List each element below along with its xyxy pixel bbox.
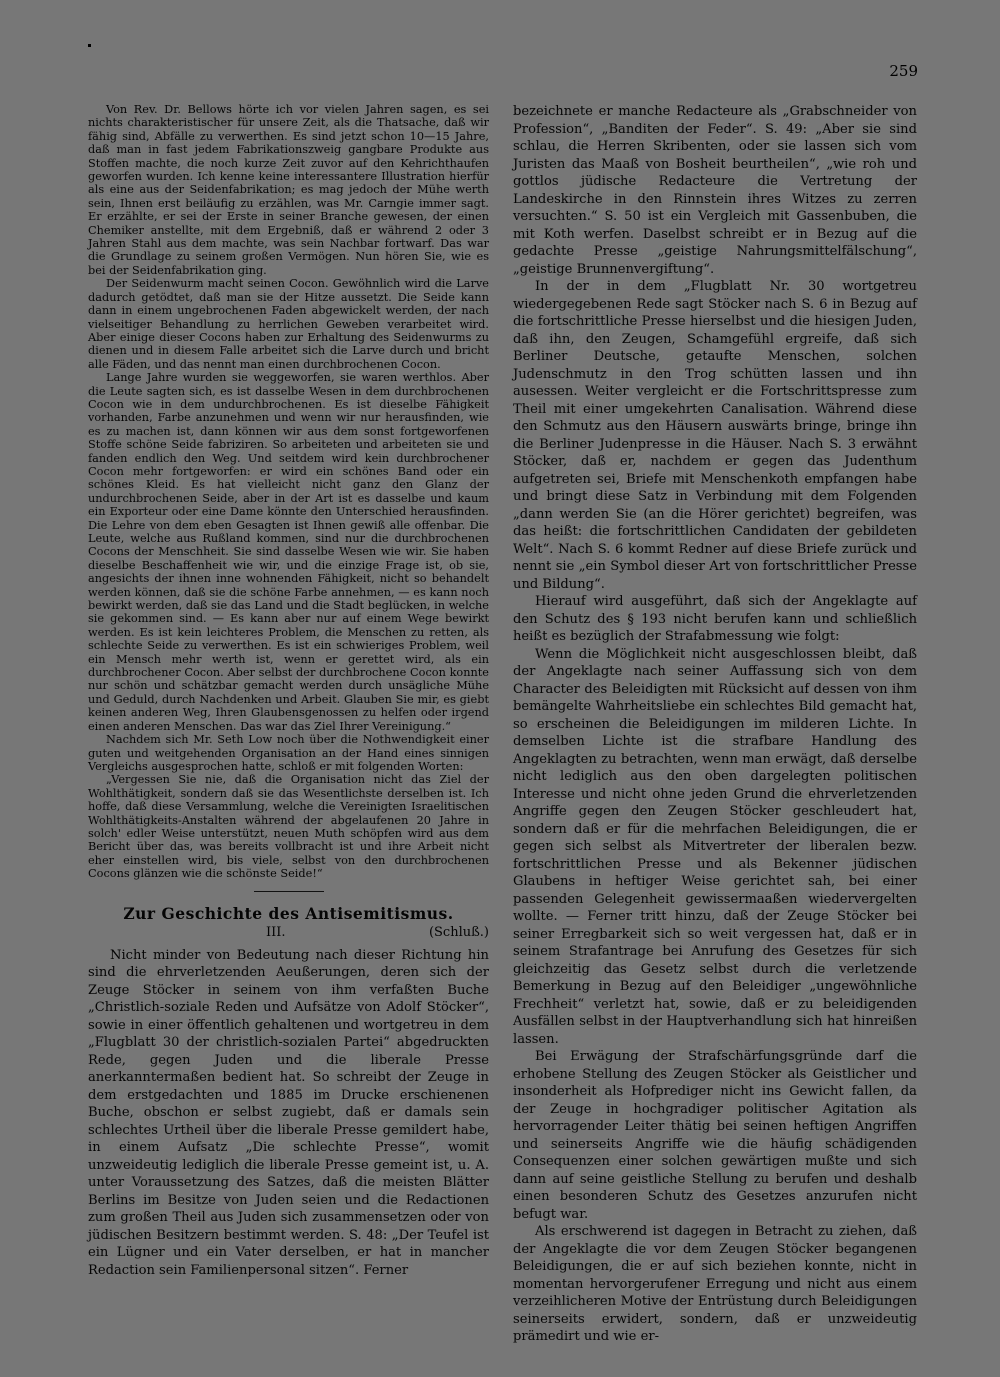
paragraph: Als erschwerend ist dagegen in Betracht zu ziehen, daß der Angeklagte die vor dem Zeugen Stöcker begangenen Beleidigungen, die er auf sich beziehen konnte, nicht in momentan hervorgerufener Erregung und nicht aus einem verzeihlicheren Motive der Entrüstung durch Beleidigungen seinerseits erwidert, sondern, daß er unzweideutig prämedirt und wie er- xyxy=(513,1224,917,1344)
paragraph: Bei Erwägung der Strafschärfungsgründe darf die erhobene Stellung des Zeugen Stöcker als Geistlicher und insonderheit als Hofprediger nicht ins Gewicht fallen, da der Zeuge in hochgradiger politischer Agitation als hervorragender Leiter thätig bei seinen heftigen Angriffen und seinerseits Angriffe wie die häufig schädigenden Consequenzen einer solchen gewärtigen mußte und sich dann auf seine geistliche Stellung zu berufen und deshalb einen besonderen Schutz des Gesetzes anzurufen nicht befugt war. xyxy=(513,1049,917,1222)
left-column xyxy=(88,103,489,1279)
paragraph: bezeichnete er manche Redacteure als „Grabschneider von Profession“, „Banditen der Feder“. S. 49: „Aber sie sind schlau, die Herren Skribenten, oder sie lassen sich vom Juristen das Maaß von Bosheit beurtheilen“, „wie roh und gottlos jüdische Redacteure die Vertretung der Landeskirche in den Rinnstein ihres Witzes zu zerren versuchten.“ S. 50 ist ein Vergleich mit Gassenbuben, die mit Koth werfen. Daselbst schreibt er in Bezug auf die gedachte Presse „geistige Nahrungsmittelfälschung“, „geistige Brunnenvergiftung“. xyxy=(513,104,917,277)
section-divider xyxy=(254,891,324,892)
speech-excerpt xyxy=(88,103,489,881)
paragraph: Lange Jahre wurden sie weggeworfen, sie waren werthlos. Aber die Leute sagten sich, es ist dasselbe Wesen in dem durchbrochenen Cocon wie in dem undurchbrochenen. Es ist dieselbe Fähigkeit vorhanden, Farbe anzunehmen und wenn wir nur herausfinden, wie es zu machen ist, dann können wir aus dem sonst fortgeworfenen Stoffe schöne Seide fabriziren. So arbeiteten und arbeiteten sie und fanden endlich den Weg. Und seitdem wird kein durchbrochener Cocon mehr fortgeworfen: er wird ein schönes Band oder ein schönes Kleid. Es hat vielleicht nicht ganz den Glanz der undurchbrochenen Seide, aber in der Art ist es dasselbe und kaum ein Exporteur oder eine Dame könnte den Unterschied herausfinden. Die Lehre von dem eben Gesagten ist Ihnen gewiß alle offenbar. Die Leute, welche aus Rußland kommen, sind nur die durchbrochenen Cocons der Menschheit. Sie sind dasselbe Wesen wie wir. Sie haben dieselbe Beschaffenheit wie wir, und die einzige Frage ist, ob sie, angesichts der ihnen inne wohnenden Fähigkeit, nicht so behandelt werden können, daß sie die schöne Farbe annehmen, — es kann noch bewirkt werden, daß sie das Land und die Stadt beglücken, in welche sie gekommen sind. — Es kann aber nur auf einem Wege bewirkt werden. Es ist kein leichteres Problem, die Menschen zu retten, als schlechte Seide zu verwerthen. Es ist ein schwieriges Problem, weil ein Mensch mehr werth ist, wenn er gerettet wird, als ein durchbrochener Cocon. Aber selbst der durchbrochene Cocon konnte nur schön und schätzbar gemacht werden durch unsägliche Mühe und Geduld, durch Nachdenken und Arbeit. Glauben Sie mir, es giebt keinen anderen Weg, Ihren Glaubensgenossen zu helfen oder irgend einen anderen Menschen. Das war das Ziel Ihrer Vereinigung.“ xyxy=(88,371,489,733)
right-column xyxy=(513,103,917,1346)
page-number: 259 xyxy=(889,62,918,80)
paragraph: Hierauf wird ausgeführt, daß sich der Angeklagte auf den Schutz des § 193 nicht berufen kann und schließlich heißt es bezüglich der Strafabmessung wie folgt: xyxy=(513,594,917,644)
paragraph: Nicht minder von Bedeutung nach dieser Richtung hin sind die ehrverletzenden Aeußerungen, deren sich der Zeuge Stöcker in seinem von ihm verfaßten Buche „Christlich-soziale Reden und Aufsätze von Adolf Stöcker“, sowie in einer öffentlich gehaltenen und wortgetreu in dem „Flugblatt 30 der christlich-sozialen Partei“ abgedruckten Rede, gegen Juden und die liberale Presse anerkanntermaßen bedient hat. So schreibt der Zeuge in dem erstgedachten und 1885 im Drucke erschienenen Buche, obschon er selbst zugiebt, daß er damals sein schlechtes Urtheil über die liberale Presse gemildert habe, in einem Aufsatz „Die schlechte Presse“, womit unzweideutig lediglich die liberale Presse gemeint ist, u. A. unter Voraussetzung des Satzes, daß die meisten Blätter Berlins im Besitze von Juden seien und die Redactionen zum großen Theil aus Juden sich zusammensetzen oder von jüdischen Besitzern bestimmt werden. S. 48: „Der Teufel ist ein Lügner und ein Vater derselben, er hat in mancher Redaction sein Familienpersonal sitzen“. Ferner xyxy=(88,947,489,1278)
paragraph: In der in dem „Flugblatt Nr. 30 wortgetreu wiedergegebenen Rede sagt Stöcker nach S. 6 in Bezug auf die fortschrittliche Presse hierselbst und die hiesigen Juden, daß ihn, den Zeugen, Schamgefühl ergreife, daß sich Berliner Deutsche, getaufte Menschen, solchen Judenschmutz in den Trog schütten lassen und ihn ausessen. Weiter vergleicht er die Fortschrittspresse zum Theil mit einer umgekehrten Canalisation. Während diese den Schmutz aus den Häusern auswärts bringe, bringe ihn die Berliner Judenpresse in die Häuser. Nach S. 3 erwähnt Stöcker, daß er, nachdem er gegen das Judenthum aufgetreten sei, Briefe mit Menschenkoth empfangen habe und bringt diese Satz in Verbindung mit dem Folgenden „dann werden Sie (an die Hörer gerichtet) begreifen, was das heißt: die fortschrittlichen Candidaten der gebildeten Welt“. Nach S. 6 kommt Redner auf diese Briefe zurück und nennt sie „ein Symbol dieser Art von fortschrittlicher Presse und Bildung“. xyxy=(513,279,917,592)
paragraph: „Vergessen Sie nie, daß die Organisation nicht das Ziel der Wohlthätigkeit, sondern daß sie das Wesentlichste derselben ist. Ich hoffe, daß diese Versammlung, welche die Vereinigten Israelitischen Wohlthätigkeits-Anstalten während der abgelaufenen 20 Jahre in solch' edler Weise unterstützt, neuen Muth schöpfen wird aus dem Bericht über das, was bereits vollbracht ist und ihre Arbeit nicht eher einstellen wird, bis viele, selbst von den durchbrochenen Cocons glänzen wie die schönste Seide!“ xyxy=(88,773,489,881)
stray-ink-mark xyxy=(88,44,91,47)
paragraph: Der Seidenwurm macht seinen Cocon. Gewöhnlich wird die Larve dadurch getödtet, daß man sie der Hitze aussetzt. Die Seide kann dann in einem ungebrochenen Faden abgewickelt werden, der nach vielseitiger Behandlung zu herrlichen Geweben verarbeitet wird. Aber einige dieser Cocons haben zur Erhaltung des Seidenwurms zu dienen und in diesem Falle arbeitet sich die Larve durch und bricht alle Fäden, und das nennt man einen durchbrochenen Cocon. xyxy=(88,277,489,371)
paragraph: Von Rev. Dr. Bellows hörte ich vor vielen Jahren sagen, es sei nichts charakteristischer für unsere Zeit, als die Thatsache, daß wir fähig sind, Abfälle zu verwerthen. Es sind jetzt schon 10—15 Jahre, daß man in fast jedem Fabrikationszweig gangbare Produkte aus Stoffen machte, die noch kurze Zeit zuvor auf den Kehrichthaufen geworfen wurden. Ich kenne keine interessantere Illustration hierfür als eine aus der Seidenfabrikation; es mag jedoch der Mühe werth sein, Ihnen erst beiläufig zu erzählen, was Mr. Carngie immer sagt. Er erzählte, er sei der Erste in seiner Branche gewesen, der einen Chemiker anstellte, mit dem Ergebniß, daß er während 2 oder 3 Jahren Stahl aus dem machte, was sein Nachbar fortwarf. Das war die Grundlage zu seinem großen Vermögen. Nun hören Sie, wie es bei der Seidenfabrikation ging. xyxy=(88,103,489,277)
article-body-left xyxy=(88,947,489,1280)
quoted-judgment: Wenn die Möglichkeit nicht ausgeschlossen bleibt, daß der Angeklagte nach seiner Auffassung sich von dem Character des Beleidigten mit Rücksicht auf dessen von ihm bemängelte Wahrheitsliebe ein schlechtes Bild gemacht hat, so erscheinen die Beleidigungen im milderen Lichte. In demselben Lichte ist die strafbare Handlung des Angeklagten zu betrachten, wenn man erwägt, daß derselbe nicht lediglich aus den oben dargelegten politischen Interesse und nicht ohne jeden Grund die ehrverletzenden Angriffe gegen den Zeugen Stöcker geschleudert hat, sondern daß er für die mehrfachen Beleidigungen, die er gegen sich selbst als Mitvertreter der liberalen bezw. fortschrittlichen Presse und als Bekenner jüdischen Glaubens in heftiger Weise gerichtet sah, bei einer passenden Gelegenheit gewissermaaßen wiedervergelten wollte. — Ferner tritt hinzu, daß der Zeuge Stöcker bei seiner Erregbarkeit sich so weit vergessen hat, daß er in seinem Strafantrage bei Anrufung des Gesetzes für sich gleichzeitig das Gesetz selbst durch die verletzende Bemerkung in Bezug auf den Beleidiger „ungewöhnliche Frechheit“ verletzt hat, sowie, daß er zu beleidigenden Ausfällen selbst in der Hauptverhandlung sich hat hinreißen lassen. xyxy=(513,646,917,1047)
article-heading: Zur Geschichte des Antisemitismus. xyxy=(123,903,454,923)
article-subheading xyxy=(88,923,489,945)
conclusion-note: (Schluß.) xyxy=(428,924,489,940)
part-number: III. xyxy=(266,924,286,940)
paragraph: Nachdem sich Mr. Seth Low noch über die Nothwendigkeit einer guten und weitgehenden Organisation an der Hand eines sinnigen Vergleichs ausgesprochen hatte, schloß er mit folgenden Worten: xyxy=(88,733,489,773)
